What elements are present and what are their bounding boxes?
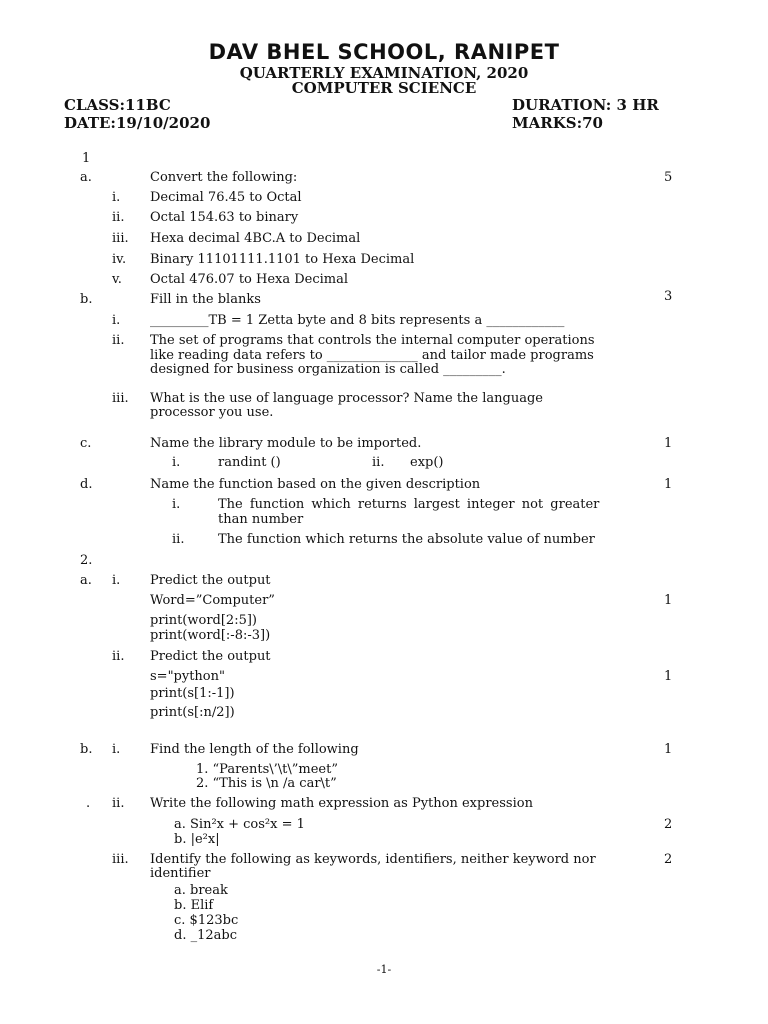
q2b-sub-item: a. Sin²x + cos²x = 1 xyxy=(174,817,305,832)
code-line: print(s[1:-1]) xyxy=(150,686,235,701)
q1a-item-text: Decimal 76.45 to Octal xyxy=(150,190,302,205)
q1a-item-num: v. xyxy=(112,272,122,287)
q2a-i-marks: 1 xyxy=(664,593,673,608)
school-name: DAV BHEL SCHOOL, RANIPET xyxy=(208,40,560,64)
q1b-item-line: What is the use of language processor? Name the language xyxy=(150,391,544,406)
q1c-marks: 1 xyxy=(664,436,673,451)
q1c-item-num: i. xyxy=(172,455,181,470)
marks-label: MARKS:70 xyxy=(512,114,603,132)
q1b-item-line: The set of programs that controls the internal computer operations xyxy=(150,333,595,348)
q1b-item-text: _________TB = 1 Zetta byte and 8 bits represents a ____________ xyxy=(150,313,565,328)
q1a-item-num: iii. xyxy=(112,231,129,246)
q1d-label: d. xyxy=(80,477,93,492)
q1c-item-num: ii. xyxy=(372,455,385,470)
q2a-item-text: Predict the output xyxy=(150,573,271,588)
q1b-item-line: processor you use. xyxy=(150,405,274,420)
q1a-item-num: i. xyxy=(112,190,121,205)
q1d-text: Name the function based on the given description xyxy=(150,477,481,492)
code-line: print(s[:n/2]) xyxy=(150,705,235,720)
q1c-item-text: exp() xyxy=(410,455,444,470)
q2a-label: a. xyxy=(80,573,92,588)
q1b-label: b. xyxy=(80,292,93,307)
q1a-item-num: iv. xyxy=(112,252,127,267)
q2b-item-text: Find the length of the following xyxy=(150,742,359,757)
q2b-sub-item: a. break xyxy=(174,883,228,898)
q1d-item-num: i. xyxy=(172,497,181,512)
q1b-text: Fill in the blanks xyxy=(150,292,261,307)
q2b-sub-item: b. Elif xyxy=(174,898,214,913)
question-number-2: 2. xyxy=(80,553,93,568)
exam-title: QUARTERLY EXAMINATION, 2020 xyxy=(239,64,529,82)
q2b-sub-item: d. _12abc xyxy=(174,928,237,943)
q1b-item-num: ii. xyxy=(112,333,125,348)
q1d-item-line: than number xyxy=(218,512,304,527)
q1b-item-num: iii. xyxy=(112,391,129,406)
code-line: print(word[:-8:-3]) xyxy=(150,628,271,643)
subject-title: COMPUTER SCIENCE xyxy=(291,79,477,97)
q1a-marks: 5 xyxy=(664,170,673,185)
q2b-ii-marks: 2 xyxy=(664,817,673,832)
q1a-item-text: Octal 154.63 to binary xyxy=(150,210,299,225)
page-number: -1- xyxy=(376,963,392,976)
question-number-1: 1 xyxy=(82,151,91,166)
q1b-marks: 3 xyxy=(664,289,673,304)
q1b-item-line: designed for business organization is called _________. xyxy=(150,362,506,377)
q1a-item-num: ii. xyxy=(112,210,125,225)
q1a-item-text: Octal 476.07 to Hexa Decimal xyxy=(150,272,349,287)
q2b-item-num: iii. xyxy=(112,852,129,867)
code-line: Word=”Computer” xyxy=(150,593,275,608)
q2b-item-line: Identify the following as keywords, identifiers, neither keyword nor xyxy=(150,852,596,867)
q1c-item-text: randint () xyxy=(218,455,281,470)
q2b-iii-marks: 2 xyxy=(664,852,673,867)
q1b-item-line: like reading data refers to ______________ and tailor made programs xyxy=(150,348,594,363)
q2b-item-num: i. xyxy=(112,742,121,757)
code-line: s="python" xyxy=(150,669,225,684)
q2a-item-text: Predict the output xyxy=(150,649,271,664)
duration-label: DURATION: 3 HR xyxy=(512,96,659,114)
q2a-item-num: i. xyxy=(112,573,121,588)
q1d-item-text: The function which returns the absolute value of number xyxy=(218,532,595,547)
q1c-text: Name the library module to be imported. xyxy=(150,436,422,451)
q2b-sub-item: c. $123bc xyxy=(174,913,239,928)
code-line: print(word[2:5]) xyxy=(150,613,257,628)
q2b-item-num: ii. xyxy=(112,796,125,811)
q1a-item-text: Hexa decimal 4BC.A to Decimal xyxy=(150,231,361,246)
q1a-text: Convert the following: xyxy=(150,170,298,185)
class-label: CLASS:11BC xyxy=(64,96,171,114)
q1d-item-line: The function which returns largest integer not greater xyxy=(218,497,600,512)
q2b-i-marks: 1 xyxy=(664,742,673,757)
q2b-item-line: identifier xyxy=(150,866,211,881)
q2b-stray-dot: . xyxy=(86,796,91,811)
q2b-sub-item: 1. “Parents\’\t\”meet” xyxy=(196,762,338,777)
q1a-item-text: Binary 11101111.1101 to Hexa Decimal xyxy=(150,252,415,267)
q2b-label: b. xyxy=(80,742,93,757)
date-label: DATE:19/10/2020 xyxy=(64,114,211,132)
q2b-item-text: Write the following math expression as Python expression xyxy=(150,796,533,811)
q2b-sub-item: 2. “This is \n /a car\t” xyxy=(196,776,337,791)
q2b-sub-item: b. |e²x| xyxy=(174,832,220,847)
q1d-item-num: ii. xyxy=(172,532,185,547)
q1b-item-num: i. xyxy=(112,313,121,328)
q2a-item-num: ii. xyxy=(112,649,125,664)
q1d-marks: 1 xyxy=(664,477,673,492)
q1c-label: c. xyxy=(80,436,92,451)
q1a-label: a. xyxy=(80,170,92,185)
q2a-ii-marks: 1 xyxy=(664,669,673,684)
